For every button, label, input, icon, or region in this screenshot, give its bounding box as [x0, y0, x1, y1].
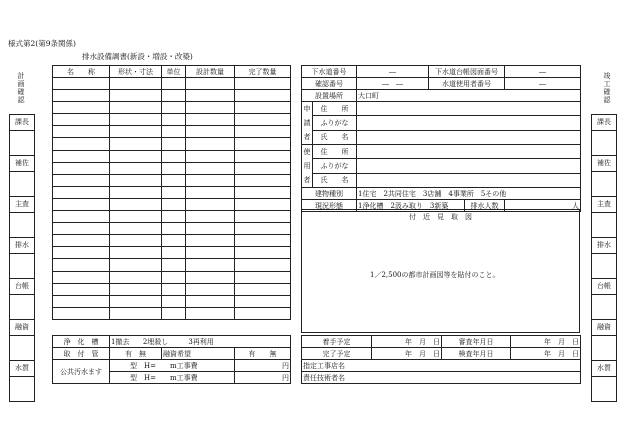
table-cell[interactable]: [186, 78, 235, 90]
table-cell[interactable]: [110, 283, 162, 295]
table-cell[interactable]: [235, 138, 291, 150]
table-cell[interactable]: [235, 150, 291, 162]
table-cell[interactable]: [235, 90, 291, 102]
left-bottom-table: [52, 335, 291, 384]
table-row: [53, 174, 291, 186]
table-cell[interactable]: [110, 114, 162, 126]
table-cell[interactable]: [53, 198, 110, 210]
table-row: [53, 198, 291, 210]
stamp-box[interactable]: [10, 254, 34, 279]
stamp-label: 融資: [592, 320, 616, 336]
plan-confirm-label: 計画確認: [17, 72, 25, 104]
start-date[interactable]: 年 月 日: [372, 336, 442, 348]
table-cell[interactable]: [53, 114, 110, 126]
table-cell[interactable]: [53, 174, 110, 186]
right-info-table: [301, 65, 581, 212]
table-cell[interactable]: [162, 307, 186, 319]
table-row: [53, 114, 291, 126]
stamp-label: 融資: [10, 320, 34, 336]
table-cell[interactable]: [235, 162, 291, 174]
table-cell[interactable]: [235, 235, 291, 247]
table-cell[interactable]: [186, 162, 235, 174]
user-name[interactable]: [357, 173, 581, 187]
form-number: 様式第2(第9条関係): [8, 39, 76, 48]
water-user-label: 水道使用者番号: [429, 78, 505, 90]
septic-opt2[interactable]: 2埋殺し: [142, 337, 169, 346]
stamp-box[interactable]: [592, 213, 616, 238]
table-cell[interactable]: [235, 78, 291, 90]
table-row: [53, 247, 291, 259]
table-cell[interactable]: [186, 307, 235, 319]
table-cell[interactable]: [162, 211, 186, 223]
stamp-label: 主査: [10, 197, 34, 213]
table-cell[interactable]: [162, 235, 186, 247]
applicant-addr-label: 住 所: [313, 102, 357, 116]
contractor-field[interactable]: 指定工事店名: [302, 360, 581, 372]
table-cell[interactable]: [235, 174, 291, 186]
table-cell[interactable]: [110, 259, 162, 271]
table-cell[interactable]: [186, 174, 235, 186]
user-addr[interactable]: [357, 145, 581, 159]
table-row: [53, 307, 291, 319]
table-row: [53, 90, 291, 102]
water-user-value[interactable]: ―: [505, 78, 581, 90]
septic-label: 浄 化 槽: [53, 336, 110, 348]
table-cell[interactable]: [110, 126, 162, 138]
table-cell[interactable]: [162, 102, 186, 114]
table-cell[interactable]: [186, 295, 235, 307]
applicant-kana[interactable]: [357, 116, 581, 130]
stamp-label: 課長: [10, 115, 34, 131]
public-yen2: 円: [235, 372, 291, 384]
column-header: 単位: [162, 66, 186, 78]
table-cell[interactable]: [110, 198, 162, 210]
table-row: [53, 259, 291, 271]
table-cell[interactable]: [235, 247, 291, 259]
stamp-label: 補佐: [10, 156, 34, 172]
table-cell[interactable]: [162, 271, 186, 283]
table-row: [53, 186, 291, 198]
confirm-no-label: 確認番号: [302, 78, 357, 90]
table-cell[interactable]: [186, 259, 235, 271]
building-type-label: 建物種別: [302, 188, 357, 200]
stamp-box[interactable]: [10, 336, 34, 361]
table-row: [53, 211, 291, 223]
table-cell[interactable]: [235, 223, 291, 235]
table-row: [53, 271, 291, 283]
schedule-table: [301, 335, 581, 384]
stamp-boxes: [591, 114, 617, 402]
table-cell[interactable]: [110, 247, 162, 259]
inspect-date[interactable]: 年 月 日: [511, 348, 581, 360]
table-cell[interactable]: [162, 114, 186, 126]
table-cell[interactable]: [235, 114, 291, 126]
table-cell[interactable]: [186, 247, 235, 259]
table-cell[interactable]: [110, 138, 162, 150]
table-cell[interactable]: [162, 138, 186, 150]
table-cell[interactable]: [53, 271, 110, 283]
stamp-box[interactable]: [10, 213, 34, 238]
confirm-no-value[interactable]: ― ―: [357, 78, 429, 90]
column-header: 名 称: [53, 66, 110, 78]
table-cell[interactable]: [162, 295, 186, 307]
table-cell[interactable]: [53, 235, 110, 247]
table-cell[interactable]: [110, 295, 162, 307]
user-name-label: 氏 名: [313, 173, 357, 187]
table-cell[interactable]: [110, 174, 162, 186]
stamp-box[interactable]: [592, 172, 616, 197]
stamp-label: 課長: [592, 115, 616, 131]
site-label: 設置場所: [302, 90, 357, 102]
stamp-label: 水質: [10, 361, 34, 377]
public-row2: 型 H= m工事費: [110, 372, 235, 384]
current-status-options[interactable]: 1浄化槽 2汲み取り 3新築: [357, 200, 465, 212]
stamp-label: 台帳: [592, 279, 616, 295]
end-label: 完了予定: [302, 348, 372, 360]
left-title: 排水設備調書(新設・増設・改築): [82, 52, 193, 61]
table-cell[interactable]: [110, 307, 162, 319]
sewer-no-label: 下水道番号: [302, 66, 357, 78]
user-kana[interactable]: [357, 159, 581, 173]
table-cell[interactable]: [53, 138, 110, 150]
stamp-boxes: [9, 114, 35, 402]
table-cell[interactable]: [235, 259, 291, 271]
table-cell[interactable]: [162, 198, 186, 210]
trap-yn[interactable]: 有 無: [110, 348, 162, 360]
table-cell[interactable]: [162, 247, 186, 259]
table-cell[interactable]: [53, 102, 110, 114]
building-type-options[interactable]: 1住宅 2共同住宅 3店舗 4事業所 5その他: [357, 188, 581, 200]
completion-confirm-label: 竣工確認: [603, 72, 611, 104]
table-cell[interactable]: [110, 223, 162, 235]
review-label: 審査年月日: [442, 336, 511, 348]
stamp-label: 補佐: [592, 156, 616, 172]
loan-yn[interactable]: 有 無: [235, 348, 291, 360]
table-cell[interactable]: [53, 162, 110, 174]
stamp-box[interactable]: [10, 172, 34, 197]
sewer-no-value[interactable]: ―: [357, 66, 429, 78]
table-cell[interactable]: [110, 235, 162, 247]
table-cell[interactable]: [162, 259, 186, 271]
table-cell[interactable]: [53, 283, 110, 295]
applicant-name-label: 氏 名: [313, 130, 357, 144]
user-kana-label: ふりがな: [313, 159, 357, 173]
table-cell[interactable]: [186, 186, 235, 198]
table-cell[interactable]: [110, 162, 162, 174]
table-cell[interactable]: [186, 90, 235, 102]
table-cell[interactable]: [235, 102, 291, 114]
table-cell[interactable]: [53, 150, 110, 162]
table-cell[interactable]: [53, 211, 110, 223]
table-cell[interactable]: [162, 223, 186, 235]
table-cell[interactable]: [235, 198, 291, 210]
table-cell[interactable]: [186, 223, 235, 235]
table-cell[interactable]: [53, 90, 110, 102]
table-cell[interactable]: [53, 307, 110, 319]
vicinity-map-title: 付 近 見 取 図: [409, 213, 472, 221]
stamp-label: 主査: [592, 197, 616, 213]
table-row: [53, 150, 291, 162]
user-addr-label: 住 所: [313, 145, 357, 159]
applicant-kana-label: ふりがな: [313, 116, 357, 130]
table-row: [53, 235, 291, 247]
table-cell[interactable]: [186, 283, 235, 295]
table-cell[interactable]: [235, 283, 291, 295]
table-cell[interactable]: [53, 78, 110, 90]
table-cell[interactable]: [162, 186, 186, 198]
stamp-box[interactable]: [592, 295, 616, 320]
user-label: 使用者: [302, 145, 313, 188]
septic-opt1[interactable]: 1撤去: [111, 337, 130, 346]
table-row: [53, 295, 291, 307]
table-cell[interactable]: [110, 78, 162, 90]
table-cell[interactable]: [110, 102, 162, 114]
ledger-label: 下水道台帳図面番号: [429, 66, 505, 78]
engineer-field[interactable]: 責任技術者名: [302, 372, 581, 384]
septic-opt3[interactable]: 3再利用: [188, 337, 214, 346]
stamp-box[interactable]: [10, 377, 34, 401]
current-status-label: 現況形態: [302, 200, 357, 212]
loan-label: 融資希望: [162, 348, 235, 360]
table-cell[interactable]: [110, 90, 162, 102]
table-row: [53, 78, 291, 90]
table-cell[interactable]: [53, 126, 110, 138]
table-cell[interactable]: [162, 78, 186, 90]
public-yen1: 円: [235, 360, 291, 372]
stamp-label: 排水: [10, 238, 34, 254]
public-basin-label: 公共汚水ます: [53, 360, 110, 384]
applicant-name[interactable]: [357, 130, 581, 144]
table-row: [53, 223, 291, 235]
table-cell[interactable]: [162, 162, 186, 174]
stamp-box[interactable]: [592, 336, 616, 361]
table-row: [53, 283, 291, 295]
table-cell[interactable]: [186, 138, 235, 150]
stamp-box[interactable]: [592, 131, 616, 156]
end-date[interactable]: 年 月 日: [372, 348, 442, 360]
table-cell[interactable]: [53, 186, 110, 198]
table-cell[interactable]: [186, 150, 235, 162]
table-cell[interactable]: [53, 259, 110, 271]
equipment-table: [52, 65, 291, 320]
site-value[interactable]: 大口町: [357, 90, 581, 102]
applicant-addr[interactable]: [357, 102, 581, 116]
start-label: 着手予定: [302, 336, 372, 348]
stamp-box[interactable]: [592, 377, 616, 401]
review-date[interactable]: 年 月 日: [511, 336, 581, 348]
table-cell[interactable]: [235, 126, 291, 138]
vicinity-map-box: [301, 209, 580, 333]
vicinity-map-note: 1／2,500の都市計画図等を貼付のこと。: [370, 271, 500, 279]
stamp-label: 排水: [592, 238, 616, 254]
stamp-label: 水質: [592, 361, 616, 377]
table-cell[interactable]: [162, 150, 186, 162]
inspect-label: 検査年月日: [442, 348, 511, 360]
stamp-box[interactable]: [592, 254, 616, 279]
table-cell[interactable]: [235, 271, 291, 283]
table-cell[interactable]: [186, 102, 235, 114]
table-cell[interactable]: [186, 198, 235, 210]
table-cell[interactable]: [186, 211, 235, 223]
column-header: 形状・寸法: [110, 66, 162, 78]
table-cell[interactable]: [53, 247, 110, 259]
table-cell[interactable]: [162, 90, 186, 102]
table-cell[interactable]: [235, 295, 291, 307]
table-cell[interactable]: [186, 126, 235, 138]
table-cell[interactable]: [110, 211, 162, 223]
table-cell[interactable]: [235, 307, 291, 319]
table-row: [53, 162, 291, 174]
table-cell[interactable]: [110, 271, 162, 283]
table-cell[interactable]: [162, 174, 186, 186]
table-cell[interactable]: [235, 211, 291, 223]
stamp-label: 台帳: [10, 279, 34, 295]
table-cell[interactable]: [162, 126, 186, 138]
table-row: [53, 126, 291, 138]
stamp-box[interactable]: [10, 295, 34, 320]
table-cell[interactable]: [53, 223, 110, 235]
trap-label: 取 付 管: [53, 348, 110, 360]
person-unit[interactable]: 人: [505, 200, 581, 212]
table-cell[interactable]: [53, 295, 110, 307]
column-header: 完了数量: [235, 66, 291, 78]
public-row1: 型 H= m工事費: [110, 360, 235, 372]
table-row: [53, 102, 291, 114]
table-cell[interactable]: [110, 150, 162, 162]
stamp-box[interactable]: [10, 131, 34, 156]
ledger-value[interactable]: ―: [505, 66, 581, 78]
table-cell[interactable]: [186, 235, 235, 247]
table-cell[interactable]: [186, 114, 235, 126]
column-header: 設計数量: [186, 66, 235, 78]
table-cell[interactable]: [162, 283, 186, 295]
table-cell[interactable]: [235, 186, 291, 198]
applicant-label: 申請者: [302, 102, 313, 145]
table-row: [53, 138, 291, 150]
table-cell[interactable]: [110, 186, 162, 198]
table-cell[interactable]: [186, 271, 235, 283]
drain-people-label: 排水人数: [465, 200, 505, 212]
